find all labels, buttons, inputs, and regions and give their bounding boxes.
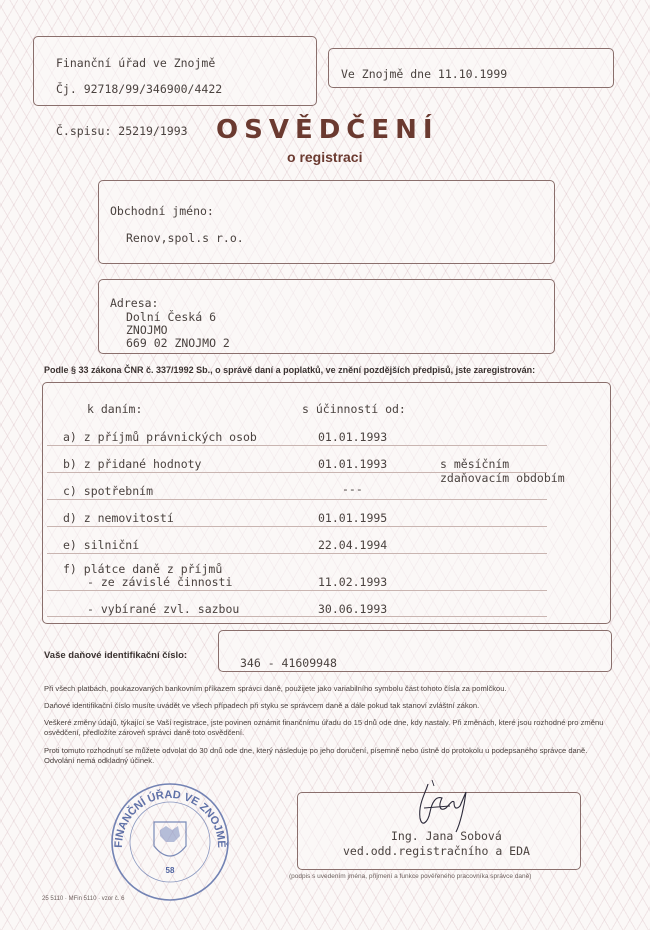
row-divider [47,526,547,527]
row-divider [47,499,547,500]
form-code: 25 5110 · MFin 5110 · vzor č. 6 [42,896,125,902]
tax-row-date: 11.02.1993 [318,575,388,589]
tax-row-date: 01.01.1993 [318,457,388,471]
business-name: Renov,spol.s r.o. [126,231,244,245]
document-subtitle: o registraci [287,149,363,165]
tax-id-value: 346 - 41609948 [240,656,337,670]
business-box [98,180,555,264]
reference-number: Čj. 92718/99/346900/4422 [56,82,223,96]
signature-caption: (podpis s uvedením jména, příjmení a funkce pověřeného pracovníka správce daně) [289,873,532,880]
official-stamp [108,780,232,904]
row-divider [47,616,547,617]
tax-row-date: 01.01.1993 [318,430,388,444]
address-street: Dolní Česká 6 [126,310,217,324]
tax-id-label: Vaše daňové identifikační číslo: [44,650,188,661]
row-divider [47,445,547,446]
address-city: ZNOJMO [126,323,168,337]
paragraph: Daňové identifikační číslo musíte uvádět ve všech případech při styku se správcem daně a dále pokud tak stanoví zvláštní zákon. [44,701,480,710]
signatory-name: Ing. Jana Sobová [391,829,502,843]
taxes-header-right: s účinností od: [302,402,406,416]
tax-row-label: b) z přidané hodnoty [63,457,202,471]
tax-row-label: d) z nemovitostí [63,511,174,525]
paragraph: Veškeré změny údajů, týkající se Vaší registrace, jste povinen oznámit finančnímu úřadu do 15 dnů ode dne, kdy nastaly. Při změnách, které jsou rozhodné pro změnu osvědčení, předložíte zároveň správci daně toto osvědčení. [44,718,604,737]
tax-row-date: 30.06.1993 [318,602,388,616]
document-title: OSVĚDČENÍ [216,115,439,145]
tax-row-label: - vybírané zvl. sazbou [87,602,240,616]
place-date: Ve Znojmě dne 11.10.1999 [341,67,508,81]
tax-row-note: s měsíčním [440,457,510,471]
taxes-header-left: k daním: [87,402,143,416]
tax-row-date: 01.01.1995 [318,511,388,525]
row-divider [47,553,547,554]
paragraph: Proti tomuto rozhodnutí se můžete odvolat do 30 dnů ode dne, který následuje po jeho doručení, písemně nebo ústně do protokolu u podepsaného správce daně. Odvolání nemá odkladný účinek. [44,746,588,765]
address-postal: 669 02 ZNOJMO 2 [126,336,230,350]
business-label: Obchodní jméno: [110,204,214,218]
row-divider [47,590,547,591]
paragraph: Při všech platbách, poukazovaných bankovním příkazem správci daně, použijete jako variabilního symbolu část tohoto čísla za pomlčkou. [44,684,507,693]
stamp-number: 58 [165,866,175,875]
tax-row-label: c) spotřebním [63,484,154,498]
address-label: Adresa: [110,296,159,310]
tax-row-label: e) silniční [63,538,140,552]
stamp-text: FINANČNÍ ÚŘAD VE ZNOJMĚ [112,788,228,848]
legal-statement: Podle § 33 zákona ČNR č. 337/1992 Sb., o správě daní a poplatků, ve znění pozdějších předpisů, jste zaregistrován: [44,365,536,375]
tax-row-label: - ze závislé činnosti [87,575,233,589]
signatory-position: ved.odd.registračního a EDA [343,844,530,858]
tax-row-label: f) plátce daně z příjmů [63,562,223,576]
tax-row-label: a) z příjmů právnických osob [63,430,257,444]
file-number: Č.spisu: 25219/1993 [56,124,188,138]
tax-row-note: zdaňovacím obdobím [440,471,565,485]
tax-row-date: 22.04.1994 [318,538,388,552]
tax-row-date: --- [342,482,363,496]
office-name: Finanční úřad ve Znojmě [56,56,216,70]
